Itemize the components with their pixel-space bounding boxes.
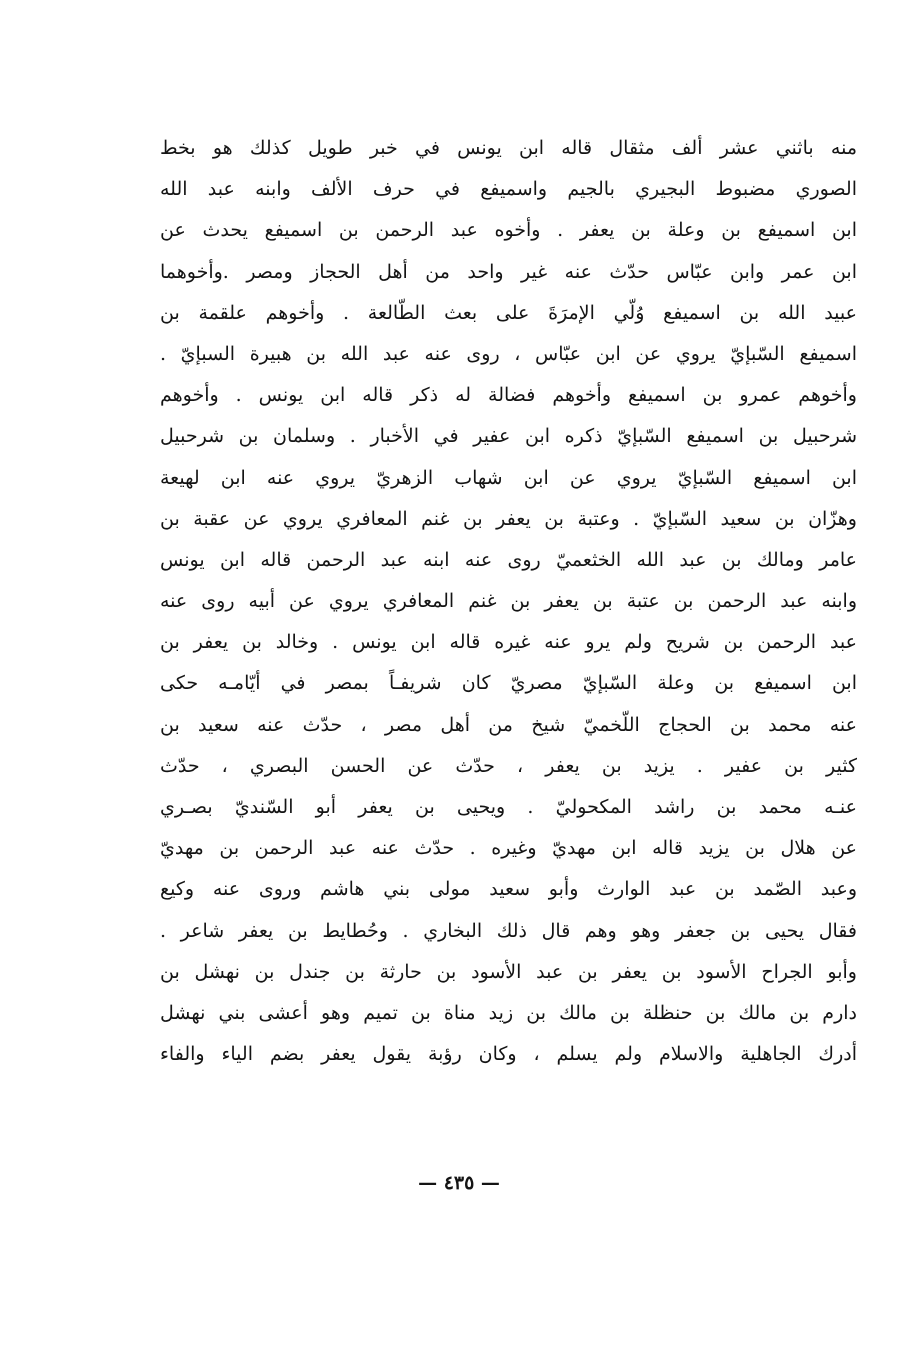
body-text (160, 128, 857, 1075)
text-line: كثير بن عفير . يزيد بن يعفر ، حدّث عن الحسن البصري ، حدّث (160, 754, 857, 777)
text-line: أدرك الجاهلية والاسلام ولم يسلم ، وكان رؤبة يقول يعفر بضم الياء والفاء (160, 1043, 857, 1066)
text-line: ابن اسميفع بن وعلة السّبإيّ مصريّ كان شريفـاً بمصر في أيّامـه حكى (160, 672, 857, 695)
text-line: وابنه عبد الرحمن بن عتبة بن يعفر بن غنم المعافري يروي عن أبيه روى عنه (160, 590, 857, 613)
text-line: منه باثني عشر ألف مثقال قاله ابن يونس في خبر طويل كذلك هو بخط (160, 137, 857, 159)
text-line: عامر ومالك بن عبد الله الخثعميّ روى عنه ابنه عبد الرحمن قاله ابن يونس (160, 548, 857, 571)
text-line: عنـه محمد بن راشد المكحوليّ . ويحيى بن يعفر أبو السّنديّ بصـري (160, 796, 857, 818)
text-line: شرحبيل بن اسميفع السّبإيّ ذكره ابن عفير في الأخبار . وسلمان بن شرحبيل (160, 425, 857, 448)
text-line: ابن اسميفع بن وعلة بن يعفر . وأخوه عبد الرحمن بن اسميفع يحدث عن (160, 219, 857, 242)
text-line: عبد الرحمن بن شريح ولم يرو عنه غيره قاله ابن يونس . وخالد بن يعفر بن (160, 631, 857, 654)
text-line: اسميفع السّبإيّ يروي عن ابن عبّاس ، روى عنه عبد الله بن هبيرة السبإيّ . (160, 342, 857, 365)
text-line: عن هلال بن يزيد قاله ابن مهديّ وغيره . حدّث عنه عبد الرحمن بن مهديّ (160, 837, 857, 860)
text-line: وأبو الجراح الأسود بن يعفر بن عبد الأسود بن حارثة بن جندل بن نهشل بن (160, 960, 857, 983)
text-line: الصوري مضبوط البجيري بالجيم واسميفع في حرف الألف وابنه عبد الله (160, 178, 857, 201)
text-line: دارم بن مالك بن حنظلة بن مالك بن زيد مناة بن تميم وهو أعشى بني نهشل (160, 1001, 857, 1024)
text-line: ابن اسميفع السّبإيّ يروي عن ابن شهاب الزهريّ يروي عنه ابن لهيعة (160, 466, 857, 489)
text-line: وهزّان بن سعيد السّبإيّ . وعتبة بن يعفر بن غنم المعافري يروي عن عقبة بن (160, 507, 857, 530)
text-line: فقال يحيى بن جعفر وهو وهم قال ذلك البخاري . وحُطايط بن يعفر شاعر . (160, 919, 857, 942)
text-line: ابن عمر وابن عبّاس حدّث عنه غير واحد من أهل الحجاز ومصر .وأخوهما (160, 260, 857, 283)
text-line: وأخوهم عمرو بن اسميفع وأخوهم فضالة له ذكر قاله ابن يونس . وأخوهم (160, 384, 857, 407)
text-line: عنه محمد بن الحجاج اللّخميّ شيخ من أهل مصر ، حدّث عنه سعيد بن (160, 713, 857, 736)
text-line: وعبد الصّمد بن عبد الوارث وأبو سعيد مولى بني هاشم وروى عنه وكيع (160, 878, 857, 901)
page-number: — ٤٣٥ — (418, 1172, 500, 1194)
text-line: عبيد الله بن اسميفع وُلّي الإمرَةَ على بعث الطّالعة . وأخوهم علقمة بن (160, 301, 857, 324)
